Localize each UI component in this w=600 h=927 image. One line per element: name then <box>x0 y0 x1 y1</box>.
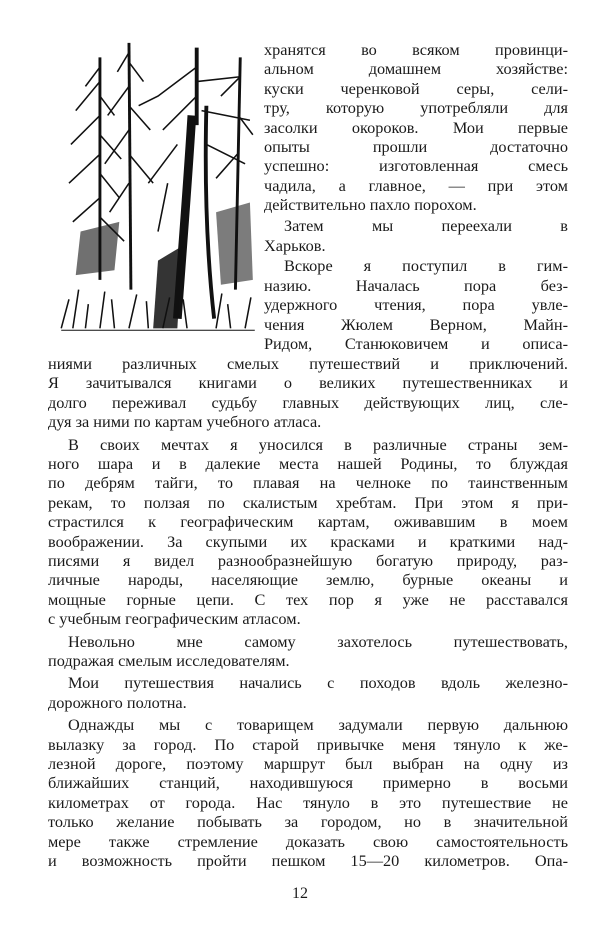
text-line: долго переживал судьбу главных действующих лиц, сле- <box>48 392 568 412</box>
text-line: Я зачитывался книгами о великих путешественниках и <box>48 373 568 393</box>
text-line: засолки окороков. Мои первые <box>264 117 568 137</box>
text-line: ниями различных смелых путешествий и приключений. <box>48 353 568 373</box>
text-line: В своих мечтах я уносился в различные страны зем- <box>68 434 568 454</box>
forest-illustration <box>58 38 258 338</box>
text-line: Невольно мне самому захотелось путешествовать, <box>68 631 568 651</box>
text-line: назию. Началась пора без- <box>264 275 568 295</box>
text-line: успешно: изготовленная смесь <box>264 156 568 176</box>
text-line: километрах от города. Нас тянуло в это путешествие не <box>48 792 568 812</box>
text-line: только желание побывать за городом, но в значительной <box>48 812 568 832</box>
text-line: воображении. За скупыми их красками и краткими над- <box>48 531 568 551</box>
text-line: чадила, а главное, — при этом <box>264 175 568 195</box>
text-line: ного шара и в далекие места нашей Родины, то блуждая <box>48 453 568 473</box>
text-line: лезной дороге, поэтому маршрут был выбран на одну из <box>48 753 568 773</box>
text-line: тру, которую употребляли для <box>264 98 568 118</box>
text-line: ближайших станций, находившуюся примерно в восьми <box>48 773 568 793</box>
page-number: 12 <box>292 885 308 902</box>
text-line: Однажды мы с товарищем задумали первую дальнюю <box>68 715 568 735</box>
text-line: писями я видел разнообразнейшую богатую природу, раз- <box>48 550 568 570</box>
text-line: куски черенковой серы, сели- <box>264 78 568 98</box>
text-line: мере также стремление доказать свою самостоятельность <box>48 831 568 851</box>
text-line: Вскоре я поступил в гим- <box>284 256 568 276</box>
text-line: Затем мы переехали в <box>284 216 568 236</box>
text-line: дорожного полотна. <box>48 692 187 712</box>
text-line: по дебрям тайги, то плавая на челноке по таинственным <box>48 473 568 493</box>
text-line: с учебным географическим атласом. <box>48 609 301 629</box>
text-line: и возможность пройти пешком 15—20 километров. Опа- <box>48 850 568 870</box>
text-line: удержного чтения, пора увле- <box>264 295 568 315</box>
text-line: Ридом, Станюковичем и описа- <box>264 334 568 353</box>
text-line: альном домашнем хозяйстве: <box>264 59 568 79</box>
text-line: Мои путешествия начались с походов вдоль железно- <box>68 673 568 693</box>
text-line: дуя за ними по картам учебного атласа. <box>48 412 322 432</box>
text-line: страстился к географическим картам, оживавшим в моем <box>48 512 568 532</box>
text-line: чения Жюлем Верном, Майн- <box>264 314 568 334</box>
text-line: вылазку за город. По старой привычке меня тянуло к же- <box>48 734 568 754</box>
text-line: подражая смелым исследователям. <box>48 650 290 670</box>
text-line: личные народы, населяющие землю, бурные океаны и <box>48 570 568 590</box>
text-line: Харьков. <box>264 235 326 255</box>
text-line: хранятся во всяком провинци- <box>264 40 568 59</box>
text-line: опыты прошли достаточно <box>264 137 568 156</box>
text-line: действительно пахло порохом. <box>264 195 477 215</box>
text-line: мощные горные цепи. С тех пор я уже не расставался <box>48 589 568 609</box>
text-line: рекам, то ползая по скалистым хребтам. При этом я при- <box>48 492 568 512</box>
